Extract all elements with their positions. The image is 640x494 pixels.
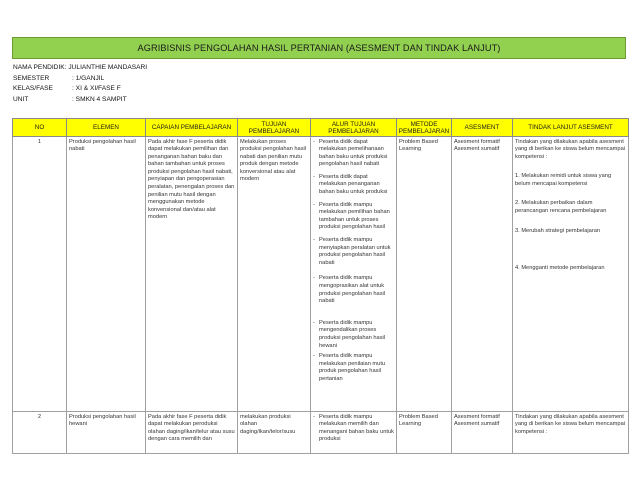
- meta-info: [12, 64, 312, 106]
- alur-item: - Peserta didik mampu melakukan pemilihan bahan tambahan untuk proses produksi pengolahan hasil: [313, 202, 394, 232]
- alur-item: - Peserta didik mampu menyiapkan peralatan untuk produksi pengolahan hasil nabati: [313, 237, 394, 267]
- column-header-tujuan: TUJUAN PEMBELAJARAN: [238, 119, 311, 137]
- meta-value: JULIANTHIE MANDASARI: [68, 64, 148, 71]
- tindak-lanjut-item: 2. Melakukan perbaikan dalam perancangan rencana pembelajaran: [515, 200, 607, 215]
- cell-metode: Problem Based Learning: [397, 412, 452, 454]
- table-row: [13, 137, 629, 412]
- cell-elemen: Produksi pengolahan hasil hewani: [67, 412, 146, 454]
- alur-item: - Peserta didik dapat melakukan pemelihanaan bahan baku untuk produksi pengolahan hasil nabati: [313, 139, 394, 169]
- cell-tujuan: Melakukan proses produksi pengolahan hasil nabati dan penilian mutu produk dengan metode konversional atau alat modern: [238, 137, 311, 412]
- cell-no: 2: [13, 412, 67, 454]
- document-title: [12, 37, 626, 59]
- meta-row-pendidik: [12, 64, 312, 75]
- column-header-elemen: ELEMEN: [67, 119, 146, 137]
- meta-value: : 1/GANJIL: [72, 74, 105, 82]
- column-header-capaian: CAPAIAN PEMBELAJARAN: [146, 119, 238, 137]
- meta-value: : XI & XI/FASE F: [72, 85, 121, 92]
- meta-row-kelas: [12, 85, 312, 96]
- alur-item: - Peserta didik dapat melakukan penanganan bahan baku untuk produksi: [313, 174, 394, 197]
- cell-no: 1: [13, 137, 67, 412]
- column-header-asesment: ASESMENT: [452, 119, 513, 137]
- cell-capaian: Pada akhir fase F peserta didik dapat melakukan peroduksi olahan daging/ikan/telur atau susu dengan cara memilih dan: [146, 412, 238, 454]
- column-header-no: NO: [13, 119, 67, 137]
- alur-item: - Peserta didik mampu melakukan memilih dan menangani bahan baku untuk produksi: [313, 414, 394, 444]
- cell-tujuan: melakukan produksi olahan daging/ikan/telor/susu: [238, 412, 311, 454]
- meta-row-semester: [12, 75, 312, 86]
- table-row: [13, 412, 629, 454]
- column-header-tindak-lanjut: TINDAK LANJUT ASESMENT: [513, 119, 629, 137]
- alur-item: - Peserta didik mampu mengendalikan proses produksi pengolahan hasil hewani: [313, 320, 394, 350]
- cell-tindak-lanjut: [513, 137, 629, 412]
- meta-key: KELAS/FASE: [13, 85, 53, 92]
- table-header-row: [13, 119, 629, 137]
- asesment-table: [12, 118, 629, 454]
- cell-metode: Problem Based Learning: [397, 137, 452, 412]
- meta-key: SEMESTER: [13, 74, 50, 82]
- cell-tindak-lanjut: [513, 412, 629, 454]
- alur-item: - Peserta didik mampu melakukan penilaian mutu produk pengolahan hasil pertanian: [313, 353, 394, 383]
- cell-alur: [311, 412, 397, 454]
- meta-value: : SMKN 4 SAMPIT: [72, 95, 127, 103]
- cell-capaian: Pada akhir fase F peserta didik dapat melakukan pemilihan dan penanganan bahan baku dan bahan tambahan untuk proses produksi pengolahan hasil nabati, penyiapan dan pengoperasian peralatan, penengalan proses dan penilian mutu hasil dengan menggunakan metode konvensional dan/atau alat modern: [146, 137, 238, 412]
- meta-key: NAMA PENDIDIK: JULIANTHIE MANDASARI: [13, 64, 148, 71]
- tindak-lanjut-intro: Tindakan yang dilakukan apabila asesment yang di berikan ke siswa belum mencampai kompetensi :: [515, 413, 626, 435]
- column-header-metode: METODE PEMBELAJARAN: [397, 119, 452, 137]
- cell-asesment: Asesment formatif Asesment sumatif: [452, 137, 513, 412]
- cell-asesment: Asesment formatif Asesment sumatif: [452, 412, 513, 454]
- alur-item: - Peserta didik mampu mengoprasikan alat untuk produksi pengolahan hasil nabati: [313, 275, 394, 305]
- cell-elemen: Produksi pengolahan hasil nabati: [67, 137, 146, 412]
- document-title-text: AGRIBISNIS PENGOLAHAN HASIL PERTANIAN (ASESMENT DAN TINDAK LANJUT): [137, 43, 501, 53]
- cell-alur: [311, 137, 397, 412]
- tindak-lanjut-item: 3. Merubah strategi pembelajaran: [515, 227, 601, 234]
- column-header-alur: ALUR TUJUAN PEMBELAJARAN: [311, 119, 397, 137]
- meta-row-unit: [12, 96, 312, 107]
- meta-key: UNIT: [13, 95, 29, 103]
- tindak-lanjut-item: 1. Melakukan remidi untuk siswa yang belum mencapai kompetensi: [515, 173, 612, 187]
- tindak-lanjut-item: 4. Mengganti metode pembelajaran: [515, 265, 605, 272]
- tindak-lanjut-intro: Tindakan yang dilakukan apabila asesment yang di berikan ke siswa belum mencampai kompetensi :: [515, 138, 626, 160]
